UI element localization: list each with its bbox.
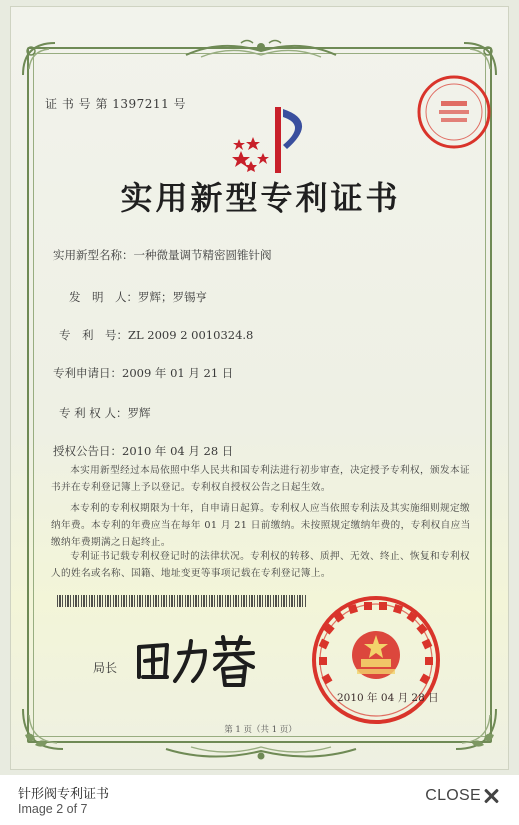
- top-ornament-icon: [181, 37, 341, 61]
- lightbox-caption: [18, 786, 109, 817]
- field-value: 2009 年 01 月 21 日: [122, 366, 234, 380]
- image-counter: Image 2 of 7: [18, 802, 88, 816]
- field-value: 罗辉: [127, 406, 151, 420]
- field-patent-number: [59, 327, 253, 343]
- seal-date: 2010 年 04 月 28 日: [337, 692, 439, 704]
- field-label: 专利申请日：: [53, 366, 122, 380]
- patent-office-logo-icon: [231, 99, 321, 179]
- page-info: 第 1 页（共 1 页）: [224, 725, 297, 735]
- certificate-paragraph: 专利证书记载专利权登记时的法律状况。专利权的转移、质押、无效、终止、恢复和专利权人的姓名或名称、国籍、地址变更等事项记载在专利登记簿上。: [51, 551, 470, 579]
- bottom-ornament-icon: [161, 743, 361, 765]
- field-label: 实用新型名称：: [53, 248, 134, 262]
- field-value: ZL 2009 2 0010324.8: [128, 328, 254, 342]
- field-grant-date: [53, 443, 233, 459]
- field-invention-name: [53, 247, 272, 263]
- official-seal-icon: [311, 595, 441, 725]
- patent-certificate-image: [10, 6, 509, 770]
- field-application-date: [53, 365, 233, 381]
- director-label: 局长: [93, 661, 118, 675]
- barcode-icon: [57, 595, 307, 607]
- caption-title: 针形阀专利证书: [18, 786, 110, 801]
- field-label: 专 利 权 人：: [59, 406, 128, 420]
- field-value: 一种微量调节精密圆锥针阀: [133, 248, 272, 262]
- certificate-paragraph: 本专利的专利权期限为十年，自申请日起算。专利权人应当依照专利法及其实施细则规定缴纳年费。本专利的年费应当在每年 01 月 21 日前缴纳。未按照规定缴纳年费的，专利权自应当缴纳年费期满之日起终止。: [51, 503, 471, 548]
- certificate-title: 实用新型专利证书: [120, 179, 401, 217]
- field-label: 专 利 号：: [59, 328, 128, 342]
- certificate-paragraph: 本实用新型经过本局依照中华人民共和国专利法进行初步审查，决定授予专利权，颁发本证书并在专利登记簿上予以登记。专利权自授权公告之日起生效。: [51, 465, 470, 493]
- certificate-number: 证 书 号 第 1397211 号: [45, 97, 187, 111]
- close-button[interactable]: [425, 787, 499, 805]
- field-label: 授权公告日：: [53, 444, 122, 458]
- field-patentee: [59, 405, 150, 421]
- small-stamp-icon: [415, 73, 493, 151]
- corner-ornament-icon: [19, 39, 59, 79]
- director-signature-icon: [131, 633, 261, 689]
- field-label: 发 明 人：: [69, 290, 138, 304]
- field-value: 罗辉；罗锡亨: [138, 290, 207, 304]
- field-value: 2010 年 04 月 28 日: [122, 444, 234, 458]
- close-icon: [483, 788, 499, 804]
- field-inventors: [69, 289, 207, 305]
- close-label: CLOSE: [425, 787, 481, 804]
